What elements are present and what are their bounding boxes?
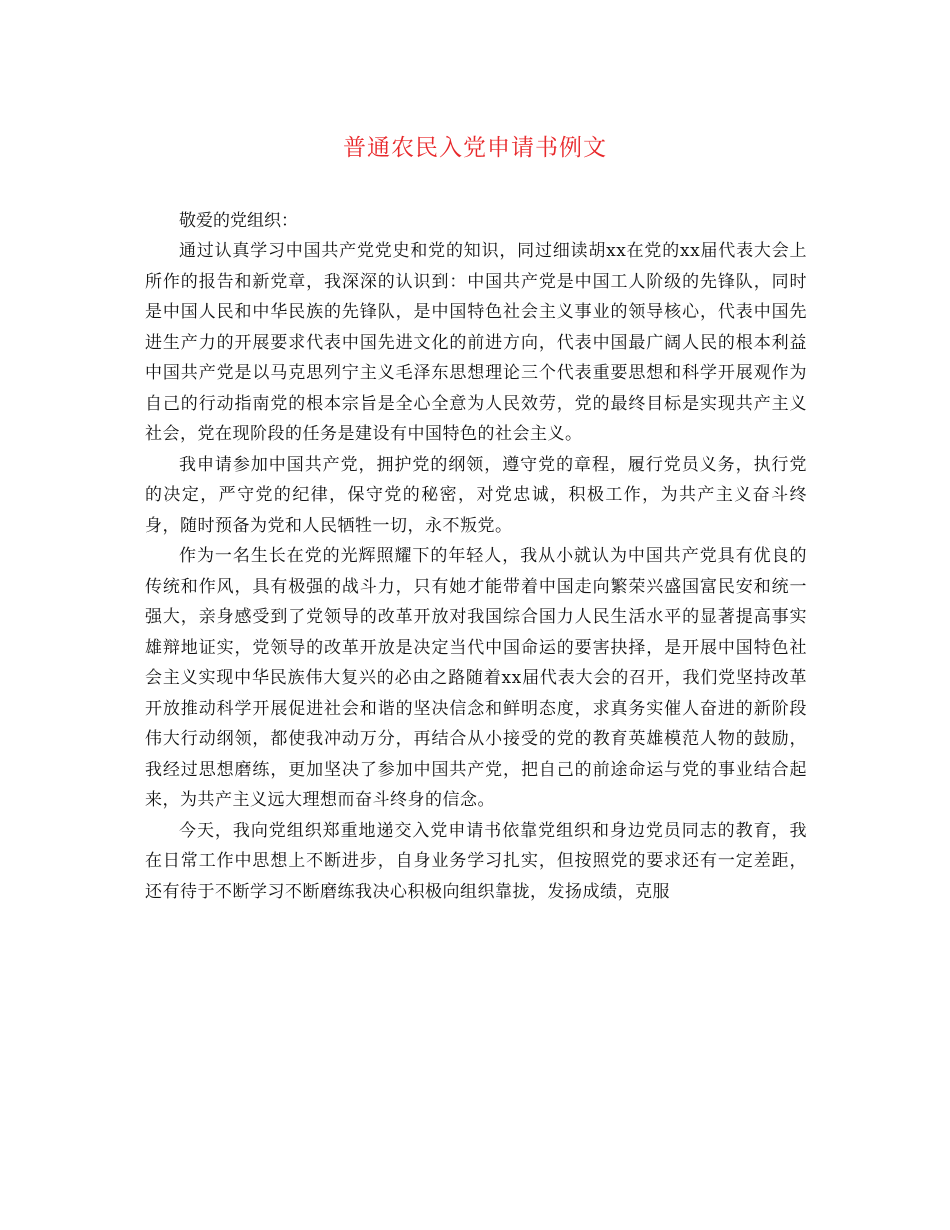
paragraph: 作为一名生长在党的光辉照耀下的年轻人，我从小就认为中国共产党具有优良的传统和作风，具有极强的战斗力，只有她才能带着中国走向繁荣兴盛国富民安和统一强大，亲身感受到了党领导的改革开放对我国综合国力人民生活水平的显著提高事实雄辩地证实，党领导的改革开放是决定当代中国命运的要害抉择，是开展中国特色社会主义实现中华民族伟大复兴的必由之路随着xx届代表大会的召开，我们党坚持改革开放推动科学开展促进社会和谐的坚决信念和鲜明态度，求真务实催人奋进的新阶段伟大行动纲领，都使我冲动万分，再结合从小接受的党的教育英雄模范人物的鼓励，我经过思想磨练，更加坚决了参加中国共产党，把自己的前途命运与党的事业结合起来，为共产主义远大理想而奋斗终身的信念。 [145, 546, 807, 810]
salutation: 敬爱的党组织： [179, 211, 298, 231]
paragraph: 通过认真学习中国共产党党史和党的知识，同过细读胡xx在党的xx届代表大会上所作的报告和新党章，我深深的认识到：中国共产党是中国工人阶级的先锋队，同时是中国人民和中华民族的先锋队，是中国特色社会主义事业的领导核心，代表中国先进生产力的开展要求代表中国先进文化的前进方向，代表中国最广阔人民的根本利益中国共产党是以马克思列宁主义毛泽东思想理论三个代表重要思想和科学开展观作为自己的行动指南党的根本宗旨是全心全意为人民效劳，党的最终目标是实现共产主义社会，党在现阶段的任务是建设有中国特色的社会主义。 [145, 241, 807, 444]
document-title: 普通农民入党申请书例文 [343, 135, 607, 161]
document-body [145, 206, 807, 907]
paragraph: 我申请参加中国共产党，拥护党的纲领，遵守党的章程，履行党员义务，执行党的决定，严守党的纪律，保守党的秘密，对党忠诚，积极工作，为共产主义奋斗终身，随时预备为党和人民牺牲一切，永不叛党。 [145, 454, 807, 536]
paragraph: 今天，我向党组织郑重地递交入党申请书依靠党组织和身边党员同志的教育，我在日常工作中思想上不断进步，自身业务学习扎实，但按照党的要求还有一定差距，还有待于不断学习不断磨练我决心积极向组织靠拢，发扬成绩，克服 [145, 820, 807, 902]
